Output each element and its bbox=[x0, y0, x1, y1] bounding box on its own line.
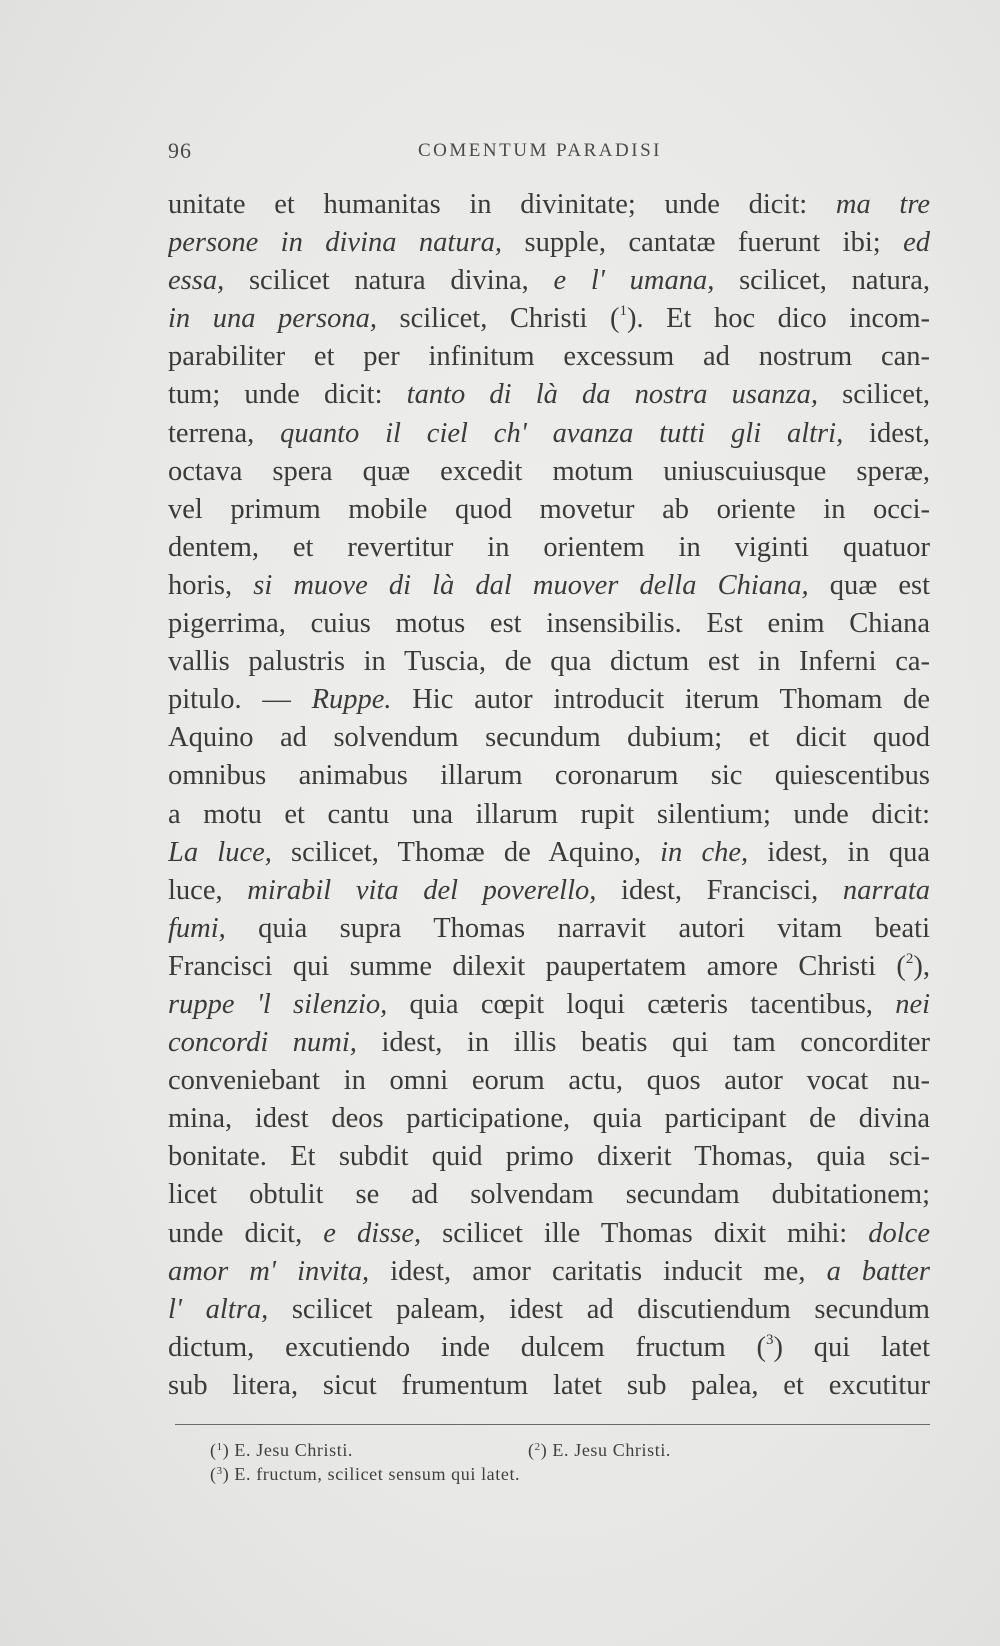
text-run: idest, in qua bbox=[748, 836, 930, 868]
quoted-verse: e disse, bbox=[323, 1217, 422, 1249]
text-run: Aquino ad solvendum secundum dubium; et dicit quod bbox=[168, 722, 930, 754]
text-line bbox=[168, 834, 930, 872]
quoted-verse: amor m' invita, bbox=[168, 1255, 370, 1287]
text-run: supple, cantatæ fuerunt ibi; bbox=[502, 227, 904, 259]
text-run: scilicet, Thomæ de Aquino, bbox=[271, 836, 661, 868]
text-run: scilicet, bbox=[818, 379, 930, 411]
text-run: tum; unde dicit: bbox=[168, 379, 407, 411]
running-title: COMENTUM PARADISI bbox=[418, 140, 662, 161]
footnote-ref: 2 bbox=[905, 950, 914, 967]
text-line bbox=[168, 529, 930, 567]
text-run: omnibus animabus illarum coronarum sic quiescentibus bbox=[168, 760, 930, 792]
text-run: bonitate. Et subdit quid primo dixerit Thomas, quia sci- bbox=[168, 1141, 930, 1173]
quoted-verse: a batter bbox=[826, 1255, 930, 1287]
text-line bbox=[168, 948, 930, 986]
text-run: ) qui latet bbox=[773, 1331, 930, 1363]
text-line bbox=[168, 910, 930, 948]
quoted-verse: in che, bbox=[660, 836, 749, 868]
quoted-verse: La luce, bbox=[168, 836, 272, 868]
text-line bbox=[168, 1253, 930, 1291]
text-run: unde dicit, bbox=[168, 1217, 324, 1249]
quoted-verse: si muove di là dal muover della Chiana, bbox=[253, 569, 809, 601]
page-number: 96 bbox=[168, 138, 192, 163]
quoted-verse: fumi, bbox=[168, 912, 226, 944]
text-run: unitate et humanitas in divinitate; unde dicit: bbox=[168, 189, 836, 220]
quoted-verse: dolce bbox=[868, 1217, 930, 1249]
quoted-verse: ed bbox=[903, 227, 930, 259]
footnote-3-text: E. fructum, scilicet sensum qui latet. bbox=[234, 1464, 521, 1484]
footnote-1-text: E. Jesu Christi. bbox=[234, 1440, 354, 1460]
footnote-1-mark: 1 bbox=[216, 1441, 223, 1453]
text-run: mina, idest deos participatione, quia participant de divina bbox=[168, 1103, 930, 1135]
text-run: quæ est bbox=[808, 569, 930, 601]
footnote-2: ($^2$) E. Jesu Christi. bbox=[528, 1440, 672, 1460]
text-run: idest, Francisci, bbox=[596, 874, 843, 906]
text-run: scilicet natura divina, bbox=[224, 265, 554, 297]
text-run: octava spera quæ excedit motum uniuscuiusque speræ, bbox=[168, 455, 930, 487]
text-run: Hic autor introducit iterum Thomam de bbox=[391, 684, 930, 716]
quoted-verse: e l' umana, bbox=[553, 265, 715, 297]
text-run: luce, bbox=[168, 874, 248, 906]
quoted-verse: essa, bbox=[168, 265, 225, 297]
quoted-verse: ma tre bbox=[835, 189, 930, 220]
text-line bbox=[168, 376, 930, 414]
quoted-verse: concordi numi, bbox=[168, 1027, 357, 1059]
footnote-1: ($^1$) E. Jesu Christi. bbox=[210, 1440, 354, 1460]
text-line bbox=[168, 1291, 930, 1329]
text-run: scilicet, Christi ( bbox=[376, 303, 620, 335]
text-run: pigerrima, cuius motus est insensibilis. Est enim Chiana bbox=[168, 608, 930, 640]
body-text bbox=[168, 186, 930, 1405]
text-line bbox=[168, 338, 930, 376]
footnote-row-2 bbox=[210, 1462, 910, 1486]
text-run: terrena, bbox=[168, 417, 281, 449]
quoted-verse: tanto di là da nostra usanza, bbox=[406, 379, 818, 411]
text-line bbox=[168, 681, 930, 719]
text-line bbox=[168, 796, 930, 834]
text-run: idest, amor caritatis inducit me, bbox=[369, 1255, 827, 1287]
text-run: vallis palustris in Tuscia, de qua dictum est in Inferni ca- bbox=[168, 646, 930, 678]
text-run: sub litera, sicut frumentum latet sub palea, et excutitur bbox=[168, 1369, 930, 1401]
footnotes bbox=[210, 1438, 910, 1486]
text-line bbox=[168, 300, 930, 338]
text-line bbox=[168, 1024, 930, 1062]
text-line bbox=[168, 1138, 930, 1176]
text-run: pitulo. — bbox=[168, 684, 312, 716]
text-run: idest, bbox=[843, 417, 930, 449]
quoted-verse: in una persona, bbox=[168, 303, 377, 335]
text-run: parabiliter et per infinitum excessum ad nostrum can- bbox=[168, 341, 930, 373]
footnote-ref: 3 bbox=[765, 1331, 774, 1348]
text-line bbox=[168, 719, 930, 757]
text-run: scilicet, natura, bbox=[714, 265, 930, 297]
text-run: quia supra Thomas narravit autori vitam beati bbox=[225, 912, 930, 944]
footnote-rule bbox=[175, 1424, 930, 1425]
text-run: horis, bbox=[168, 569, 254, 601]
text-line bbox=[168, 567, 930, 605]
text-line bbox=[168, 1367, 930, 1405]
text-run: conveniebant in omni eorum actu, quos autor vocat nu- bbox=[168, 1065, 930, 1097]
text-run: licet obtulit se ad solvendam secundam dubitationem; bbox=[168, 1179, 930, 1211]
text-run: a motu et cantu una illarum rupit silentium; unde dicit: bbox=[168, 798, 930, 830]
footnote-2-text: E. Jesu Christi. bbox=[552, 1440, 672, 1460]
text-line bbox=[168, 453, 930, 491]
text-line bbox=[168, 1215, 930, 1253]
quoted-verse: persone in divina natura, bbox=[168, 227, 503, 259]
text-run: idest, in illis beatis qui tam concorditer bbox=[356, 1027, 930, 1059]
footnote-row-1 bbox=[210, 1438, 910, 1462]
text-line bbox=[168, 643, 930, 681]
quoted-verse: Ruppe. bbox=[311, 684, 392, 716]
quoted-verse: quanto il ciel ch' avanza tutti gli altri, bbox=[280, 417, 844, 449]
text-line bbox=[168, 186, 930, 224]
text-run: scilicet ille Thomas dixit mihi: bbox=[421, 1217, 869, 1249]
quoted-verse: nei bbox=[895, 988, 930, 1020]
text-run: quia cœpit loqui cæteris tacentibus, bbox=[387, 988, 896, 1020]
text-line bbox=[168, 757, 930, 795]
text-line bbox=[168, 1100, 930, 1138]
footnote-3-mark: 3 bbox=[216, 1465, 223, 1477]
text-run: scilicet paleam, idest ad discutiendum secundum bbox=[268, 1293, 930, 1325]
text-line bbox=[168, 415, 930, 453]
text-run: vel primum mobile quod movetur ab oriente in occi- bbox=[168, 493, 930, 525]
text-run: Francisci qui summe dilexit paupertatem amore Christi ( bbox=[168, 950, 906, 982]
footnote-ref: 1 bbox=[619, 303, 627, 320]
text-line bbox=[168, 1062, 930, 1100]
running-head bbox=[168, 138, 928, 168]
text-line bbox=[168, 262, 930, 300]
text-line bbox=[168, 1329, 930, 1367]
text-line bbox=[168, 1176, 930, 1214]
text-run: ). Et hoc dico incom- bbox=[626, 303, 930, 335]
footnote-3: ($^3$) E. fructum, scilicet sensum qui latet. bbox=[210, 1464, 521, 1484]
text-line bbox=[168, 224, 930, 262]
text-run: ), bbox=[913, 950, 930, 982]
text-line bbox=[168, 872, 930, 910]
text-run: dentem, et revertitur in orientem in viginti quatuor bbox=[168, 531, 930, 563]
quoted-verse: mirabil vita del poverello, bbox=[247, 874, 597, 906]
text-run: dictum, excutiendo inde dulcem fructum ( bbox=[168, 1331, 766, 1363]
quoted-verse: narrata bbox=[842, 874, 930, 906]
quoted-verse: l' altra, bbox=[168, 1293, 269, 1325]
text-line bbox=[168, 605, 930, 643]
text-line bbox=[168, 491, 930, 529]
text-line bbox=[168, 986, 930, 1024]
quoted-verse: ruppe 'l silenzio, bbox=[168, 988, 388, 1020]
footnote-2-mark: 2 bbox=[534, 1441, 541, 1453]
